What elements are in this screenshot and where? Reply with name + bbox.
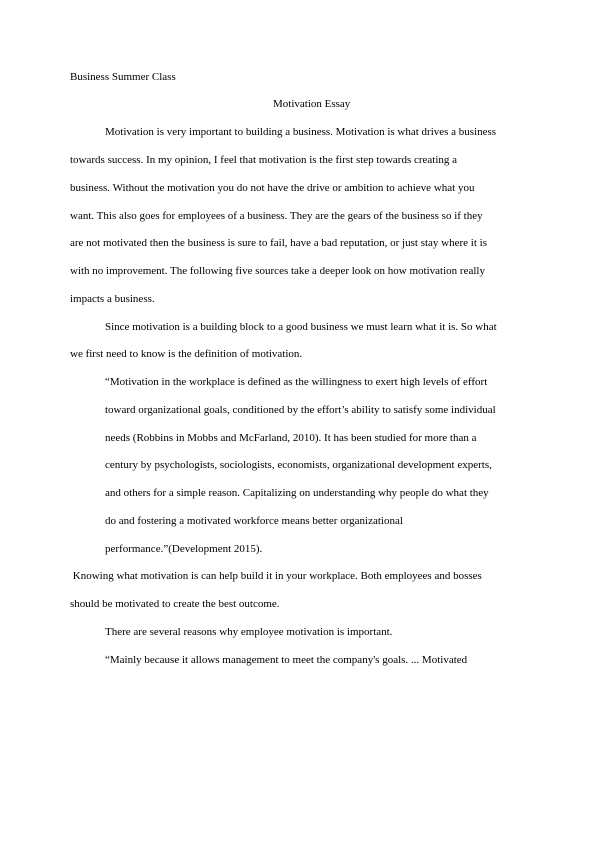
text-line: do and fostering a motivated workforce means better organizational bbox=[105, 515, 403, 527]
text-line: should be motivated to create the best outcome. bbox=[70, 598, 280, 610]
text-line: Knowing what motivation is can help build it in your workplace. Both employees and bosses bbox=[70, 570, 482, 582]
text-line: Since motivation is a building block to a good business we must learn what it is. So what bbox=[105, 321, 497, 333]
text-line: needs (Robbins in Mobbs and McFarland, 2010). It has been studied for more than a bbox=[105, 432, 477, 444]
text-line: century by psychologists, sociologists, economists, organizational development experts, bbox=[105, 459, 492, 471]
text-line: Motivation is very important to building a business. Motivation is what drives a business bbox=[105, 126, 497, 138]
text-line: towards success. In my opinion, I feel that motivation is the first step towards creating a bbox=[70, 154, 458, 166]
text-line: toward organizational goals, conditioned by the effort’s ability to satisfy some individual bbox=[105, 404, 496, 416]
text-line: “Motivation in the workplace is defined as the willingness to exert high levels of effort bbox=[105, 376, 488, 388]
text-line: with no improvement. The following five sources take a deeper look on how motivation really bbox=[70, 265, 485, 277]
document-title: Motivation Essay bbox=[273, 98, 351, 110]
text-line: “Mainly because it allows management to meet the company's goals. ... Motivated bbox=[105, 654, 468, 666]
text-line: There are several reasons why employee motivation is important. bbox=[105, 626, 393, 638]
text-line: performance.”(Development 2015). bbox=[105, 543, 263, 555]
text-line: and others for a simple reason. Capitalizing on understanding why people do what they bbox=[105, 487, 489, 499]
text-line: business. Without the motivation you do not have the drive or ambition to achieve what you bbox=[70, 182, 475, 194]
document-header: Business Summer Class bbox=[70, 71, 176, 83]
text-line: we first need to know is the definition of motivation. bbox=[70, 348, 303, 360]
text-line: are not motivated then the business is sure to fail, have a bad reputation, or just stay where it is bbox=[70, 237, 487, 249]
text-line: impacts a business. bbox=[70, 293, 155, 305]
text-line: want. This also goes for employees of a business. They are the gears of the business so if they bbox=[70, 210, 483, 222]
